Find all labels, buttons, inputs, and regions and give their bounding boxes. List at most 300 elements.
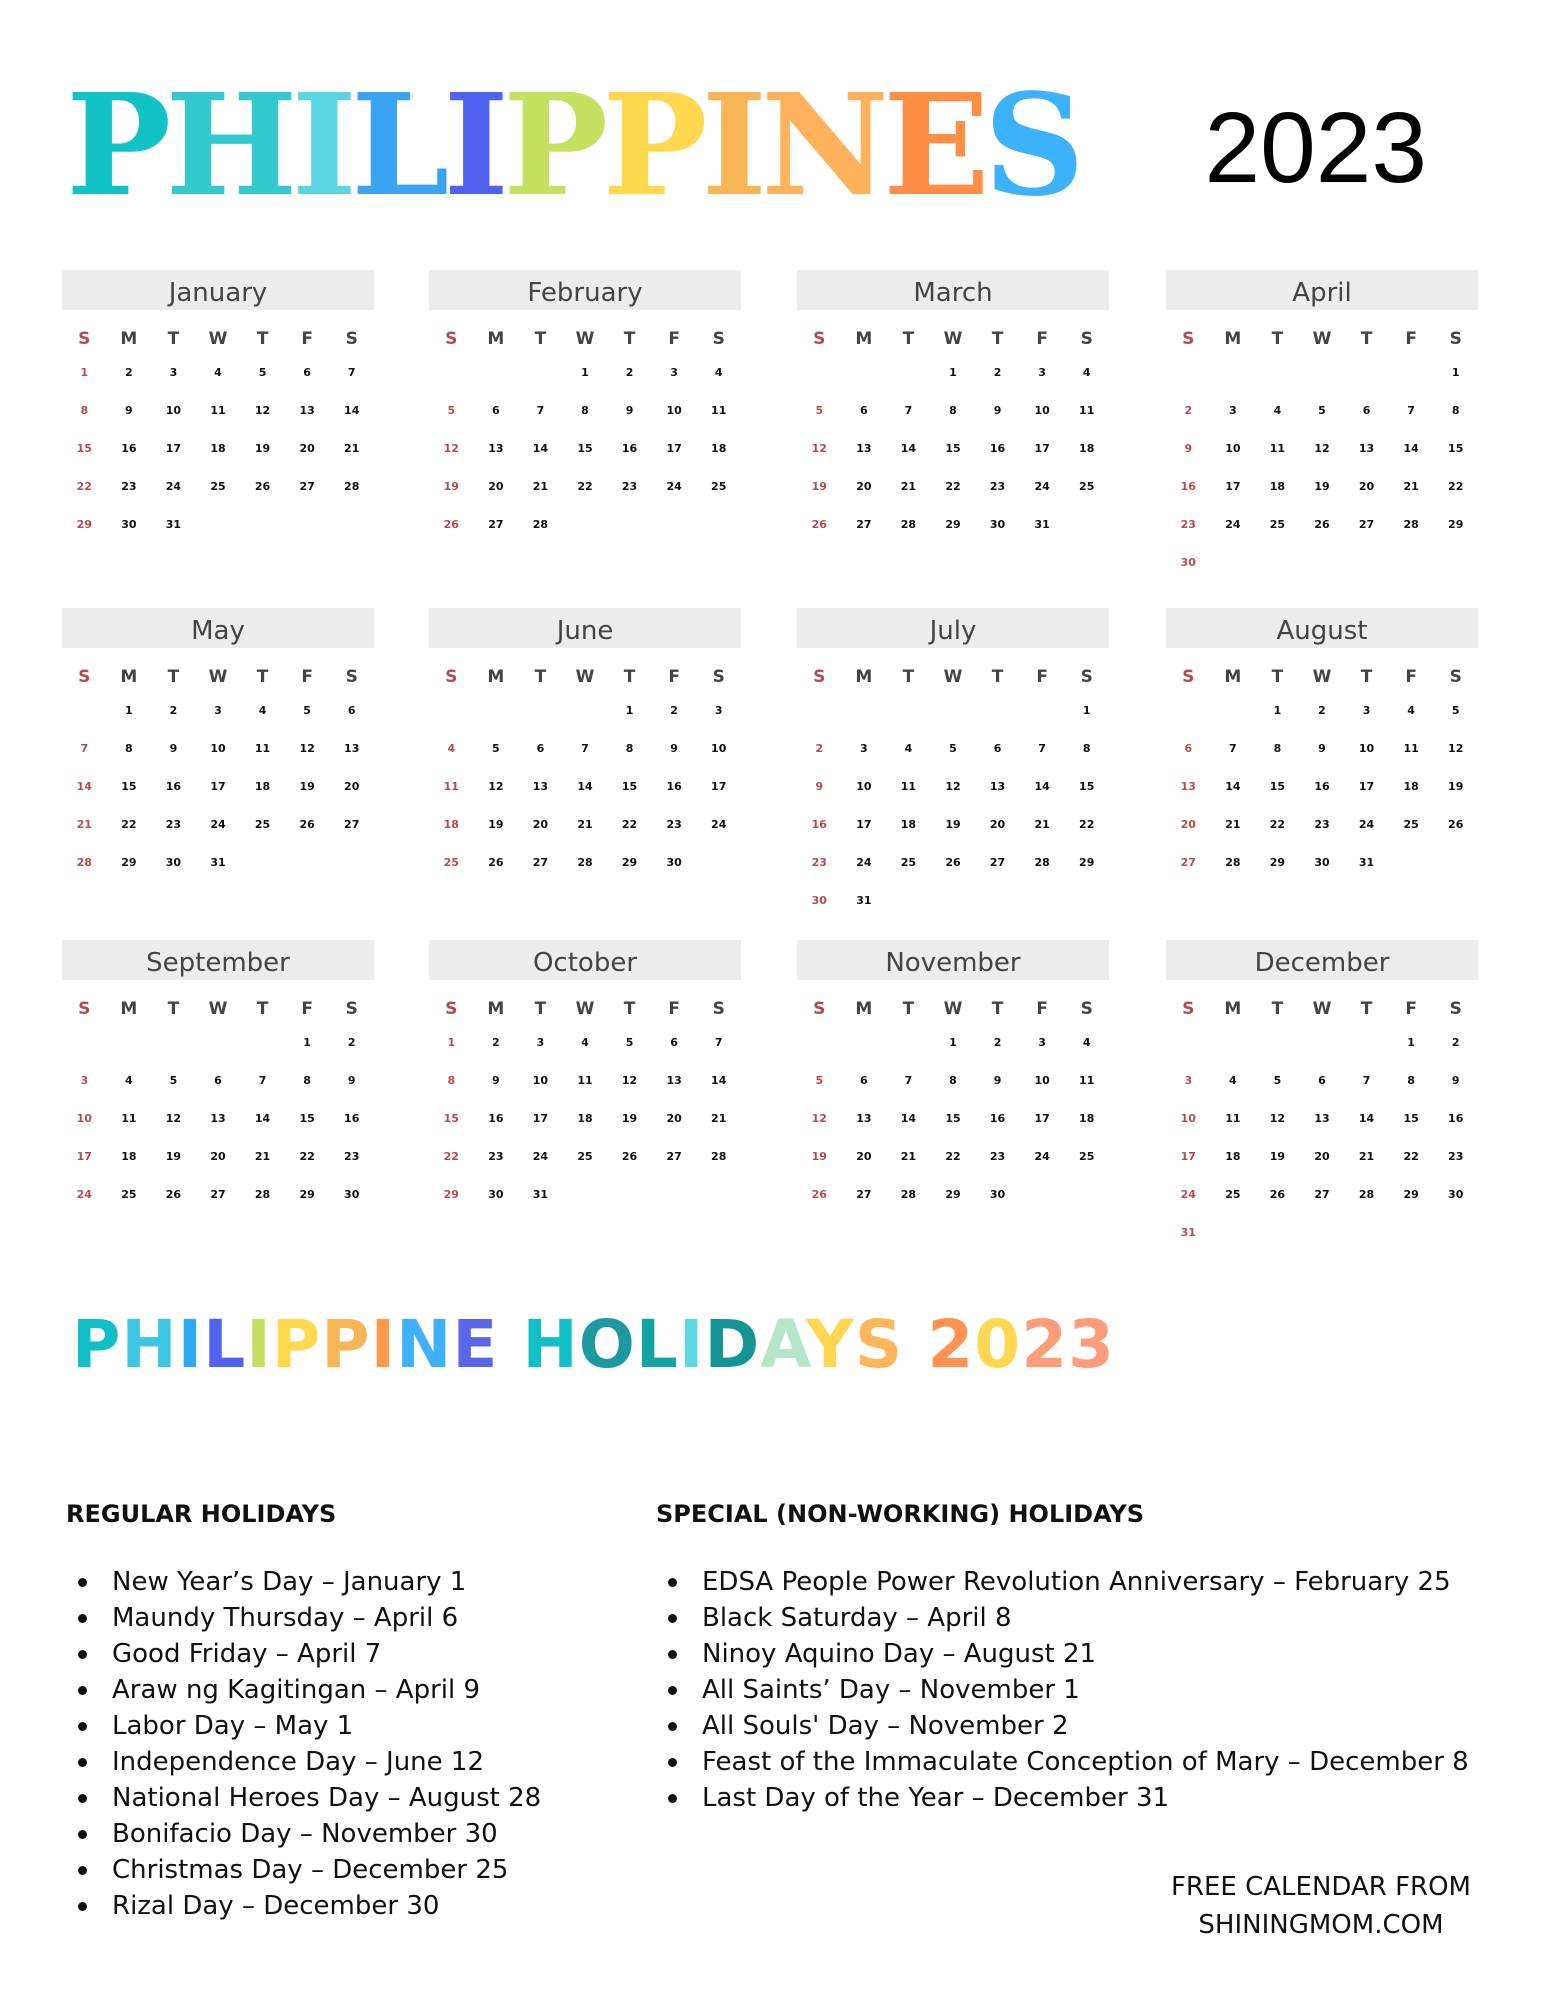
day-cell: 24	[76, 1188, 92, 1201]
day-cell: 30	[811, 894, 827, 907]
day-cell: 14	[1358, 1112, 1375, 1125]
day-cell: 16	[488, 1112, 504, 1125]
day-cell: 8	[447, 1074, 456, 1087]
empty-cell	[107, 1024, 152, 1062]
day-cell: 13	[1180, 780, 1196, 793]
weekday-label: T	[534, 329, 547, 349]
weekday-label: M	[855, 667, 873, 687]
day-cell: 7	[904, 404, 913, 417]
weekday-label: M	[487, 667, 505, 687]
day-cell: 26	[1448, 818, 1464, 831]
weekday-label: W	[943, 999, 963, 1019]
weekday-label: F	[668, 329, 680, 349]
holiday-item: New Year’s Day – January 1	[66, 1564, 626, 1600]
day-cell: 15	[577, 442, 593, 455]
holiday-item: Rizal Day – December 30	[66, 1888, 626, 1924]
title-letter: P	[72, 1306, 122, 1383]
day-cell: 12	[254, 404, 271, 417]
weekday-label: T	[167, 999, 180, 1019]
day-cell: 16	[621, 442, 638, 455]
month-october	[429, 940, 741, 1260]
credit	[1171, 1868, 1471, 1944]
day-cell: 13	[1314, 1112, 1330, 1125]
day-cell: 9	[670, 742, 678, 755]
title-letter: P	[503, 64, 603, 228]
day-cell: 17	[1034, 1112, 1050, 1125]
day-cell: 13	[856, 1112, 872, 1125]
day-cell: 11	[1079, 404, 1095, 417]
day-cell: 5	[258, 366, 267, 379]
empty-cell	[1166, 354, 1211, 392]
empty-cell	[563, 692, 608, 730]
day-cell: 29	[121, 856, 137, 869]
credit-line-1: FREE CALENDAR FROM	[1170, 1872, 1471, 1902]
day-cell: 25	[254, 818, 271, 831]
day-cell: 28	[711, 1150, 727, 1163]
empty-cell	[1166, 1024, 1211, 1062]
day-cell: 18	[577, 1112, 593, 1125]
month-july	[797, 608, 1109, 928]
day-cell: 17	[76, 1150, 92, 1163]
day-cell: 3	[1038, 366, 1046, 379]
day-cell: 5	[815, 1074, 824, 1087]
weekday-label: M	[487, 329, 505, 349]
holiday-item: Good Friday – April 7	[66, 1636, 626, 1672]
day-cell: 30	[1314, 856, 1330, 869]
month-february	[429, 270, 741, 590]
day-cell: 19	[488, 818, 504, 831]
day-cell: 2	[169, 704, 178, 717]
day-cell: 14	[1225, 780, 1241, 793]
title-letter: S	[854, 1306, 904, 1383]
empty-cell	[429, 354, 474, 392]
day-cell: 5	[303, 704, 311, 717]
day-grid	[62, 310, 374, 544]
empty-cell	[1166, 692, 1211, 730]
weekday-label: S	[445, 329, 458, 349]
day-cell: 3	[1038, 1036, 1046, 1049]
day-cell: 17	[1034, 442, 1050, 455]
day-cell: 29	[443, 1188, 459, 1201]
day-cell: 18	[254, 780, 271, 793]
weekday-label: M	[1224, 329, 1242, 349]
day-cell: 11	[577, 1074, 593, 1087]
day-cell: 29	[621, 856, 638, 869]
day-grid	[429, 310, 741, 544]
empty-cell	[1344, 1024, 1389, 1062]
title-letter: H	[165, 64, 292, 228]
holiday-item: All Souls' Day – November 2	[656, 1708, 1496, 1744]
day-cell: 25	[121, 1188, 137, 1201]
day-cell: 29	[945, 518, 961, 531]
day-cell: 13	[989, 780, 1006, 793]
title-letter: N	[761, 64, 884, 228]
day-cell: 5	[447, 404, 456, 417]
day-cell: 22	[76, 480, 92, 493]
empty-cell	[474, 354, 519, 392]
day-cell: 20	[210, 1150, 226, 1163]
day-cell: 4	[1407, 704, 1415, 717]
day-cell: 15	[1269, 780, 1286, 793]
title-letter: N	[396, 1306, 453, 1383]
weekday-label: S	[345, 329, 358, 349]
day-cell: 8	[80, 404, 89, 417]
day-cell: 9	[492, 1074, 500, 1087]
day-cell: 19	[254, 442, 271, 455]
day-cell: 4	[214, 366, 222, 379]
day-cell: 18	[210, 442, 226, 455]
day-cell: 26	[811, 1188, 827, 1201]
day-cell: 16	[989, 442, 1006, 455]
day-cell: 25	[1079, 480, 1095, 493]
day-cell: 10	[1180, 1112, 1196, 1125]
day-cell: 24	[1034, 480, 1050, 493]
day-cell: 12	[621, 1074, 638, 1087]
empty-cell	[240, 1024, 285, 1062]
day-cell: 14	[254, 1112, 271, 1125]
day-cell: 4	[581, 1036, 589, 1049]
month-name: April	[1166, 270, 1478, 310]
month-december	[1166, 940, 1478, 1260]
month-june	[429, 608, 741, 928]
day-cell: 23	[165, 818, 182, 831]
empty-cell	[842, 1024, 887, 1062]
weekday-label: F	[668, 999, 680, 1019]
weekday-label: T	[256, 999, 269, 1019]
day-cell: 2	[993, 1036, 1002, 1049]
day-cell: 31	[856, 894, 872, 907]
holiday-item: Ninoy Aquino Day – August 21	[656, 1636, 1496, 1672]
empty-cell	[1211, 1024, 1256, 1062]
day-cell: 20	[488, 480, 504, 493]
holiday-item: Christmas Day – December 25	[66, 1852, 626, 1888]
day-cell: 21	[577, 818, 593, 831]
day-cell: 23	[666, 818, 682, 831]
day-cell: 3	[714, 704, 723, 717]
weekday-label: W	[943, 329, 963, 349]
empty-cell	[842, 354, 887, 392]
day-cell: 19	[811, 1150, 827, 1163]
weekday-label: T	[991, 667, 1004, 687]
day-cell: 26	[621, 1150, 638, 1163]
day-cell: 27	[989, 856, 1006, 869]
empty-cell	[1389, 354, 1434, 392]
holiday-item: Bonifacio Day – November 30	[66, 1816, 626, 1852]
day-cell: 28	[76, 856, 92, 869]
empty-cell	[1300, 354, 1345, 392]
day-cell: 29	[76, 518, 92, 531]
day-cell: 25	[1079, 1150, 1095, 1163]
empty-cell	[62, 692, 107, 730]
holiday-item: Araw ng Kagitingan – April 9	[66, 1672, 626, 1708]
day-cell: 16	[121, 442, 137, 455]
title-letter: P	[271, 1306, 322, 1383]
day-cell: 14	[1403, 442, 1419, 455]
day-cell: 4	[1229, 1074, 1237, 1087]
day-cell: 29	[1403, 1188, 1419, 1201]
day-cell: 30	[1180, 556, 1196, 569]
day-cell: 25	[443, 856, 459, 869]
day-grid	[1166, 648, 1478, 882]
day-cell: 9	[1451, 1074, 1460, 1087]
weekday-label: M	[855, 329, 873, 349]
weekday-label: M	[1224, 667, 1242, 687]
day-cell: 27	[532, 856, 549, 869]
day-cell: 25	[1403, 818, 1419, 831]
day-cell: 24	[1034, 1150, 1050, 1163]
day-cell: 4	[447, 742, 456, 755]
month-may	[62, 608, 374, 928]
empty-cell	[931, 692, 976, 730]
day-cell: 7	[904, 1074, 913, 1087]
day-cell: 15	[1079, 780, 1095, 793]
title-letter: I	[678, 1306, 705, 1383]
day-cell: 14	[76, 780, 92, 793]
weekday-label: S	[345, 667, 358, 687]
weekday-label: T	[256, 667, 269, 687]
empty-cell	[886, 692, 931, 730]
day-cell: 20	[299, 442, 315, 455]
weekday-label: W	[208, 999, 228, 1019]
day-cell: 1	[1082, 704, 1091, 717]
day-cell: 7	[1038, 742, 1046, 755]
weekday-label: S	[712, 667, 725, 687]
day-cell: 30	[1448, 1188, 1464, 1201]
day-cell: 16	[344, 1112, 360, 1125]
day-grid	[797, 310, 1109, 544]
title-letter: P	[66, 64, 166, 228]
special-holidays-heading: SPECIAL (NON-WORKING) HOLIDAYS	[656, 1500, 1145, 1528]
day-cell: 15	[443, 1112, 459, 1125]
day-cell: 23	[989, 480, 1006, 493]
day-cell: 19	[811, 480, 827, 493]
day-cell: 9	[815, 780, 824, 793]
day-cell: 10	[1358, 742, 1375, 755]
title-letter: O	[578, 1306, 636, 1383]
weekday-label: M	[855, 999, 873, 1019]
day-cell: 15	[945, 1112, 961, 1125]
weekday-label: S	[445, 999, 458, 1019]
title-letter: A	[760, 1306, 806, 1383]
day-cell: 28	[532, 518, 549, 531]
day-cell: 16	[989, 1112, 1006, 1125]
weekday-label: T	[1271, 329, 1284, 349]
day-cell: 22	[443, 1150, 459, 1163]
weekday-label: S	[1080, 999, 1093, 1019]
day-cell: 24	[532, 1150, 549, 1163]
day-cell: 11	[210, 404, 226, 417]
day-cell: 20	[1180, 818, 1196, 831]
day-cell: 3	[536, 1036, 545, 1049]
title-letter: 2	[1021, 1306, 1069, 1383]
day-grid	[797, 980, 1109, 1214]
weekday-label: S	[813, 329, 826, 349]
day-cell: 7	[536, 404, 545, 417]
day-cell: 17	[1180, 1150, 1196, 1163]
weekday-label: T	[534, 667, 547, 687]
day-cell: 1	[1273, 704, 1282, 717]
day-cell: 22	[299, 1150, 315, 1163]
weekday-label: T	[534, 999, 547, 1019]
day-cell: 13	[488, 442, 504, 455]
empty-cell	[518, 692, 563, 730]
day-cell: 8	[1273, 742, 1282, 755]
day-cell: 4	[258, 704, 267, 717]
day-cell: 5	[169, 1074, 178, 1087]
day-cell: 30	[666, 856, 682, 869]
empty-cell	[1211, 692, 1256, 730]
day-cell: 20	[1358, 480, 1375, 493]
page-title	[66, 64, 1079, 228]
day-cell: 18	[900, 818, 917, 831]
day-cell: 2	[1451, 1036, 1460, 1049]
day-cell: 28	[344, 480, 360, 493]
day-cell: 3	[80, 1074, 89, 1087]
day-cell: 7	[714, 1036, 723, 1049]
day-cell: 29	[1079, 856, 1095, 869]
day-cell: 16	[1314, 780, 1330, 793]
day-cell: 31	[1180, 1226, 1196, 1239]
empty-cell	[151, 1024, 196, 1062]
regular-holidays-list	[66, 1564, 626, 1924]
weekday-label: S	[813, 999, 826, 1019]
day-cell: 12	[1448, 742, 1464, 755]
month-november	[797, 940, 1109, 1260]
day-cell: 9	[347, 1074, 356, 1087]
day-cell: 5	[625, 1036, 634, 1049]
day-cell: 3	[1184, 1074, 1193, 1087]
day-cell: 31	[1358, 856, 1375, 869]
weekday-label: F	[301, 999, 313, 1019]
holiday-item: Maundy Thursday – April 6	[66, 1600, 626, 1636]
day-cell: 10	[666, 404, 682, 417]
day-cell: 26	[299, 818, 315, 831]
day-cell: 14	[900, 1112, 917, 1125]
day-cell: 12	[165, 1112, 182, 1125]
day-cell: 29	[1448, 518, 1464, 531]
day-cell: 12	[811, 442, 827, 455]
weekday-label: F	[1405, 667, 1417, 687]
weekday-label: T	[902, 999, 915, 1019]
day-cell: 26	[254, 480, 271, 493]
day-cell: 31	[1034, 518, 1050, 531]
day-cell: 8	[581, 404, 589, 417]
day-cell: 9	[993, 404, 1002, 417]
month-name: August	[1166, 608, 1478, 648]
empty-cell	[1300, 1024, 1345, 1062]
day-cell: 11	[1225, 1112, 1241, 1125]
title-letter: Y	[806, 1306, 855, 1383]
day-cell: 15	[621, 780, 638, 793]
day-cell: 23	[989, 1150, 1006, 1163]
title-letter: H	[522, 1306, 579, 1383]
day-cell: 25	[1269, 518, 1286, 531]
day-cell: 6	[347, 704, 356, 717]
day-cell: 14	[1034, 780, 1050, 793]
day-cell: 21	[1034, 818, 1050, 831]
title-letter: I	[701, 64, 762, 228]
day-cell: 12	[811, 1112, 827, 1125]
day-cell: 12	[945, 780, 961, 793]
weekday-label: S	[1182, 667, 1195, 687]
title-letter: P	[321, 1306, 371, 1383]
weekday-label: F	[301, 329, 313, 349]
day-cell: 16	[1180, 480, 1196, 493]
weekday-label: M	[120, 999, 138, 1019]
day-cell: 2	[993, 366, 1002, 379]
day-cell: 27	[299, 480, 315, 493]
empty-cell	[886, 1024, 931, 1062]
day-cell: 21	[532, 480, 549, 493]
day-cell: 21	[344, 442, 360, 455]
day-cell: 24	[210, 818, 226, 831]
day-cell: 8	[125, 742, 133, 755]
day-cell: 2	[492, 1036, 500, 1049]
day-cell: 28	[1034, 856, 1050, 869]
day-cell: 11	[1269, 442, 1286, 455]
weekday-label: W	[1312, 999, 1332, 1019]
title-letter: H	[121, 1306, 178, 1383]
day-cell: 5	[1273, 1074, 1282, 1087]
day-cell: 5	[949, 742, 957, 755]
day-cell: 23	[121, 480, 137, 493]
empty-cell	[1344, 354, 1389, 392]
day-cell: 9	[1318, 742, 1326, 755]
day-cell: 2	[625, 366, 634, 379]
day-cell: 22	[121, 818, 137, 831]
title-letter: I	[370, 1306, 397, 1383]
month-name: January	[62, 270, 374, 310]
day-cell: 22	[1448, 480, 1464, 493]
day-cell: 15	[1448, 442, 1464, 455]
holidays-title	[72, 1306, 1116, 1383]
day-cell: 13	[344, 742, 360, 755]
day-cell: 3	[860, 742, 868, 755]
holiday-item: Last Day of the Year – December 31	[656, 1780, 1496, 1816]
empty-cell	[1255, 354, 1300, 392]
empty-cell	[196, 1024, 241, 1062]
empty-cell	[474, 692, 519, 730]
month-name: October	[429, 940, 741, 980]
day-cell: 14	[577, 780, 593, 793]
title-letter: E	[883, 64, 984, 228]
day-cell: 23	[621, 480, 638, 493]
month-name: March	[797, 270, 1109, 310]
weekday-label: T	[1360, 329, 1373, 349]
weekday-label: F	[1036, 329, 1048, 349]
day-grid	[429, 980, 741, 1214]
title-letter	[903, 1306, 927, 1383]
day-cell: 10	[210, 742, 226, 755]
day-cell: 12	[1314, 442, 1330, 455]
day-cell: 18	[711, 442, 727, 455]
day-cell: 27	[344, 818, 360, 831]
day-cell: 20	[856, 1150, 872, 1163]
empty-cell	[1255, 1024, 1300, 1062]
month-august	[1166, 608, 1478, 928]
month-april	[1166, 270, 1478, 590]
day-cell: 15	[76, 442, 92, 455]
day-cell: 26	[1314, 518, 1330, 531]
empty-cell	[842, 692, 887, 730]
day-cell: 6	[1362, 404, 1371, 417]
empty-cell	[975, 692, 1020, 730]
weekday-label: W	[575, 329, 595, 349]
holiday-item: Feast of the Immaculate Conception of Mary – December 8	[656, 1744, 1496, 1780]
day-cell: 28	[1358, 1188, 1375, 1201]
day-cell: 25	[900, 856, 917, 869]
month-name: June	[429, 608, 741, 648]
